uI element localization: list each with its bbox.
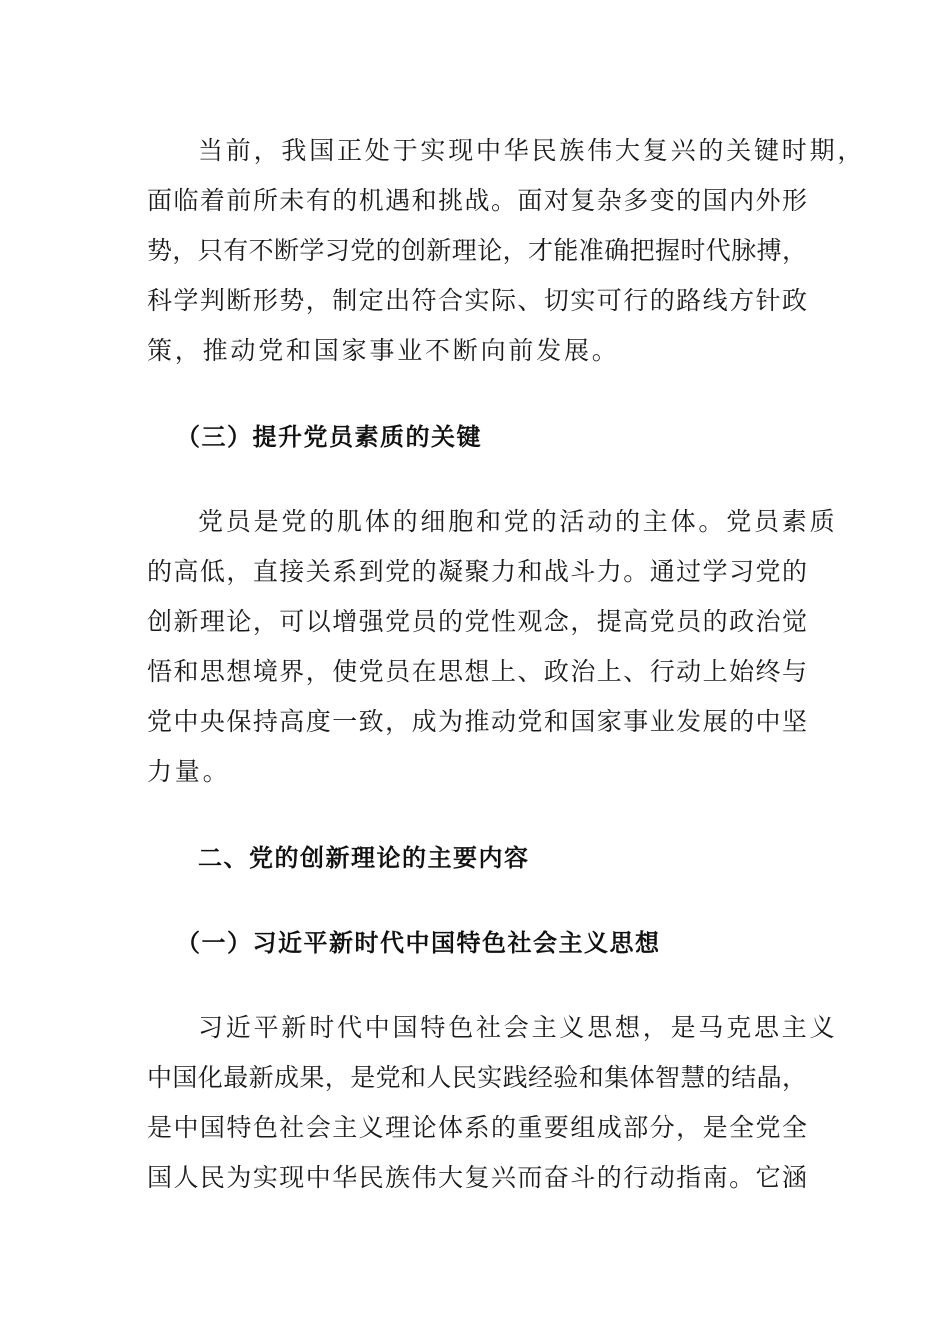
paragraph-line: 势，只有不断学习党的创新理论，才能准确把握时代脉搏，: [147, 236, 807, 265]
paragraph-line: 悟和思想境界，使党员在思想上、政治上、行动上始终与: [147, 657, 807, 686]
paragraph-line: 中国化最新成果，是党和人民实践经验和集体智慧的结晶，: [147, 1063, 807, 1092]
paragraph-line: 国人民为实现中华民族伟大复兴而奋斗的行动指南。它涵: [147, 1163, 807, 1192]
paragraph-line: 党中央保持高度一致，成为推动党和国家事业发展的中坚: [147, 707, 807, 736]
paragraph-line: 科学判断形势，制定出符合实际、切实可行的路线方针政: [147, 286, 807, 315]
subsection-heading-1: （一）习近平新时代中国特色社会主义思想: [176, 929, 661, 957]
subsection-heading-3: （三）提升党员素质的关键: [176, 423, 482, 451]
paragraph-line: 党员是党的肌体的细胞和党的活动的主体。党员素质: [198, 507, 838, 536]
paragraph-line: 策，推动党和国家事业不断向前发展。: [147, 336, 620, 365]
paragraph-line: 习近平新时代中国特色社会主义思想，是马克思主义: [198, 1013, 838, 1042]
paragraph-line: 力量。: [147, 757, 231, 786]
paragraph-line: 的高低，直接关系到党的凝聚力和战斗力。通过学习党的: [147, 557, 807, 586]
paragraph-line: 当前，我国正处于实现中华民族伟大复兴的关键时期，: [198, 136, 866, 165]
paragraph-line: 面临着前所未有的机遇和挑战。面对复杂多变的国内外形: [147, 186, 807, 215]
paragraph-line: 创新理论，可以增强党员的党性观念，提高党员的政治觉: [147, 607, 807, 636]
paragraph-line: 是中国特色社会主义理论体系的重要组成部分，是全党全: [147, 1113, 807, 1142]
section-title: 二、党的创新理论的主要内容: [198, 844, 530, 872]
